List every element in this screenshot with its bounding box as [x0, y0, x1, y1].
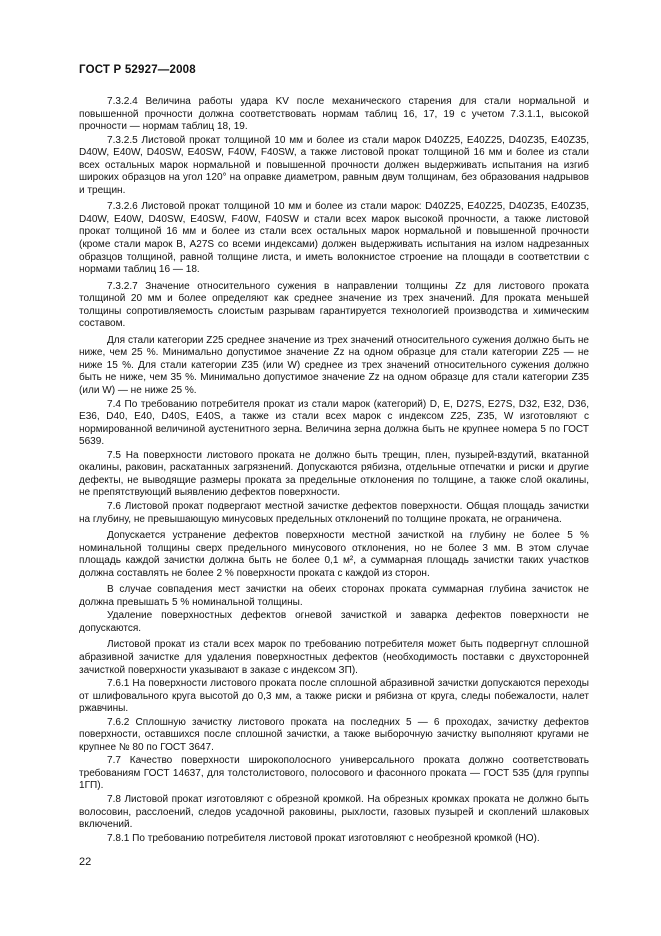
paragraph-abrasive-cleaning: Листовой прокат из стали всех марок по требованию потребителя может быть подвергнут сплошной абразивной зачистке для удаления поверхностных дефектов (необходимость поставки с двухсторонней зачисткой поверхности указывают в заказе с индексом ЗП). [79, 639, 589, 676]
paragraph-7-8-1: 7.8.1 По требованию потребителя листовой прокат изготовляют с необрезной кромкой (НО). [107, 832, 540, 844]
paragraph-7-8: 7.8 Листовой прокат изготовляют с обрезной кромкой. На обрезных кромках проката не должно быть волосовин, расслоений, следов усадочной раковины, рыхлости, газовых пузырей и скоплений шлаковых включений. [79, 793, 589, 831]
paragraph-7-3-2-5: 7.3.2.5 Листовой прокат толщиной 10 мм и более из стали марок D40Z25, E40Z25, D40Z35, E40Z35, D40W, E40W, D40SW, E40SW, F40W, F40SW, а также листовой прокат толщиной 16 мм и более из стали всех остальных марок нормальной и повышенной прочности должен выдерживать испытания на изгиб широких образцов на угол 120° на оправке диаметром, равным двум толщинам, без образования надрывов и трещин. [79, 134, 589, 196]
paragraph-7-6-1: 7.6.1 На поверхности листового проката после сплошной абразивной зачистки допускаются переходы от шлифовального круга высотой до 0,3 мм, а также риски и рябизна от круга, следы побежалости, налет ржавчины. [79, 678, 589, 715]
paragraph-7-6: 7.6 Листовой прокат подвергают местной зачистке дефектов поверхности. Общая площадь зачистки на глубину, не превышающую минусовых предельных отклонений по толщине проката, не ограничена. [79, 500, 589, 525]
paragraph-7-7: 7.7 Качество поверхности широкополосного универсального проката должно соответствовать требованиям ГОСТ 14637, для толстолистового, полосового и фасонного проката — ГОСТ 535 (для группы 1ГП). [79, 755, 589, 792]
paragraph-fire-cleaning: Удаление поверхностных дефектов огневой зачисткой и заварка дефектов поверхности не допускаются. [79, 610, 589, 634]
document-body [79, 96, 589, 846]
paragraph-7-6-2: 7.6.2 Сплошную зачистку листового проката на последних 5 — 6 проходах, зачистку дефектов поверхности, оставшихся после сплошной зачистки, а также выборочную зачистку выполняют кругами не крупнее № 80 по ГОСТ 3647. [79, 716, 589, 753]
paragraph-7-3-2-6: 7.3.2.6 Листовой прокат толщиной 10 мм и более из стали марок: D40Z25, E40Z25, D40Z35, E40Z35, D40W, E40W, D40SW, E40SW, F40W, F40SW и стали всех марок высокой прочности, а также листовой прокат толщиной 16 мм и более из стали всех остальных марок нормальной и повышенной прочности (кроме стали марок В, A27S со всеми индексами) должен выдерживать испытания на излом надрезанных образцов толщиной, равной толщине листа, и иметь волокнистое строение на площади в соответствии с нормами таблиц 16 — 18. [79, 201, 589, 276]
page-number: 22 [79, 856, 92, 868]
paragraph-7-3-2-7: 7.3.2.7 Значение относительного сужения в направлении толщины Zz для листового проката толщиной 20 мм и более определяют как среднее значение из трех значений. Для проката меньшей толщины сопротивляемость слоистым разрывам гарантируется технологией производства и химическим составом. [79, 280, 589, 330]
paragraph-z25-z35: Для стали категории Z25 среднее значение из трех значений относительного сужения должно быть не ниже, чем 25 %. Минимально допустимое значение Zz на одном образце для стали категории Z25 — не ниже 15 %. Для стали категории Z35 (или W) среднее из трех значений относительного сужения должно быть не ниже, чем 35 %. Минимально допустимое значение Zz на одном образце для стали категории Z35 (или W) — не ниже 25 %. [79, 334, 589, 397]
paragraph-7-3-2-4: 7.3.2.4 Величина работы удара KV после механического старения для стали нормальной и повышенной прочности должна соответствовать нормам таблиц 16, 17, 19 с учетом 7.3.1.1, высокой прочности — нормам таблиц 18, 19. [79, 96, 589, 133]
standard-header: ГОСТ Р 52927—2008 [79, 64, 196, 76]
paragraph-coinciding-cleaning: В случае совпадения мест зачистки на обеих сторонах проката суммарная глубина зачисток не должна превышать 5 % номинальной толщины. [79, 584, 589, 608]
paragraph-local-cleaning: Допускается устранение дефектов поверхности местной зачисткой на глубину не более 5 % номинальной толщины сверх предельного минусового отклонения, но не более 3 мм. В этом случае площадь каждой зачистки должна быть не более 0,1 м², а суммарная площадь зачистки таких участков должна составлять не более 2 % поверхности проката с каждой из сторон. [79, 530, 589, 579]
paragraph-7-4: 7.4 По требованию потребителя прокат из стали марок (категорий) D, E, D27S, E27S, D32, E32, D36, E36, D40, E40, D40S, E40S, а также из стали всех марок с индексом Z25, Z35, W изготовляют с нормированной величиной аустенитного зерна. Величина зерна должна быть не крупнее номера 5 по ГОСТ 5639. [79, 398, 589, 448]
paragraph-7-5: 7.5 На поверхности листового проката не должно быть трещин, плен, пузырей-вздутий, вкатанной окалины, раковин, раскатанных загрязнений. Допускаются рябизна, отдельные отпечатки и риски и другие дефекты, не выводящие размеры проката за предельные отклонения по толщине, а также слой окалины, не препятствующий выявлению дефектов поверхности. [79, 449, 589, 499]
